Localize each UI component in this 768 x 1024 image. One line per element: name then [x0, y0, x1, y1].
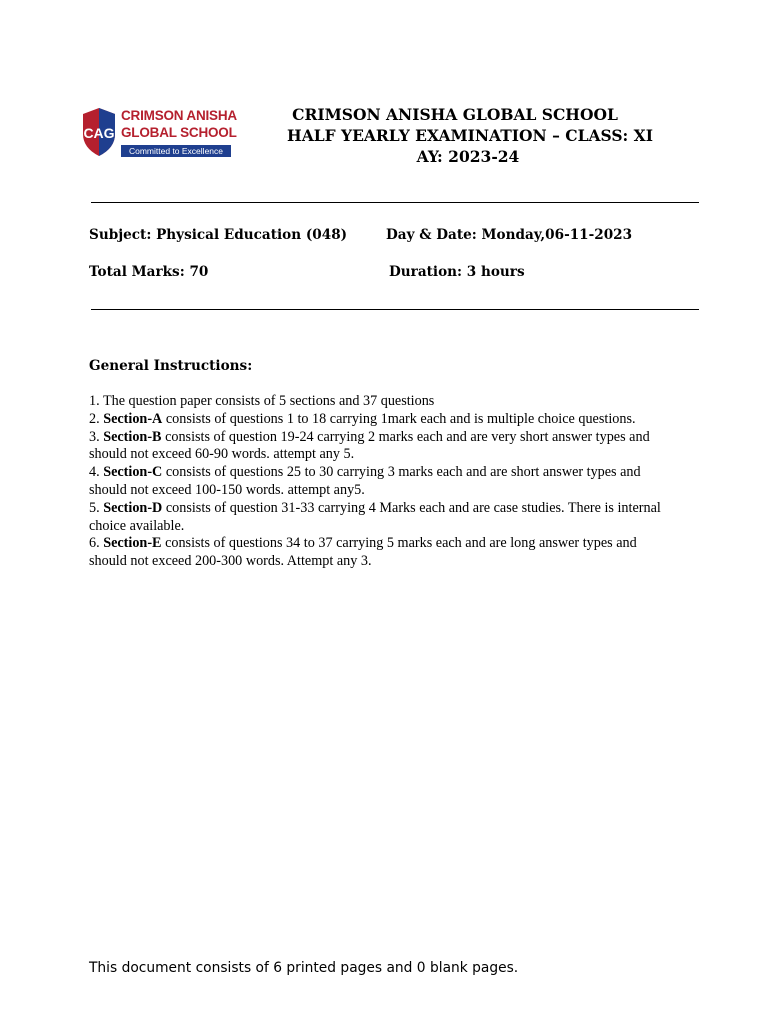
instructions-list [89, 393, 669, 571]
instruction-item: 4. Section-C consists of questions 25 to 30 carrying 3 marks each and are short answer types and should not exceed 100-150 words. attempt any5. [89, 464, 641, 498]
shield-emblem-icon [79, 96, 119, 160]
academic-year: AY: 2023-24 [416, 147, 520, 166]
subject-label: Subject: Physical Education (048) [89, 227, 348, 243]
exam-title: HALF YEARLY EXAMINATION – CLASS: XI [287, 126, 653, 145]
duration-label: Duration: 3 hours [389, 264, 525, 280]
day-date-label: Day & Date: Monday,06-11-2023 [386, 227, 633, 243]
instructions-heading: General Instructions: [89, 358, 253, 374]
divider-bottom [91, 309, 699, 310]
instruction-item: 3. Section-B consists of question 19-24 carrying 2 marks each and are very short answer types and should not exceed 60-90 words. attempt any 5. [89, 428, 650, 463]
logo-line-1: CRIMSON ANISHA [121, 108, 237, 123]
emblem-text: CAG [83, 125, 115, 141]
instruction-item: 6. Section-E consists of questions 34 to 37 carrying 5 marks each and are long answer types and should not exceed 200-300 words. Attempt any 3. [89, 535, 637, 570]
logo-tagline: Committed to Excellence [121, 145, 231, 157]
divider-top [91, 202, 699, 203]
school-name: CRIMSON ANISHA GLOBAL SCHOOL [292, 105, 618, 124]
page-count-note: This document consists of 6 printed pages and 0 blank pages. [89, 960, 519, 976]
instruction-item: 5. Section-D consists of question 31-33 carrying 4 Marks each and are case studies. There is internal choice available. [89, 499, 661, 534]
total-marks-label: Total Marks: 70 [89, 264, 209, 280]
instruction-item: 1. The question paper consists of 5 sections and 37 questions [89, 393, 435, 409]
instruction-item: 2. Section-A consists of questions 1 to 18 carrying 1mark each and is multiple choice questions. [89, 410, 636, 427]
school-logo [79, 96, 237, 160]
logo-line-2: GLOBAL SCHOOL [121, 125, 237, 140]
